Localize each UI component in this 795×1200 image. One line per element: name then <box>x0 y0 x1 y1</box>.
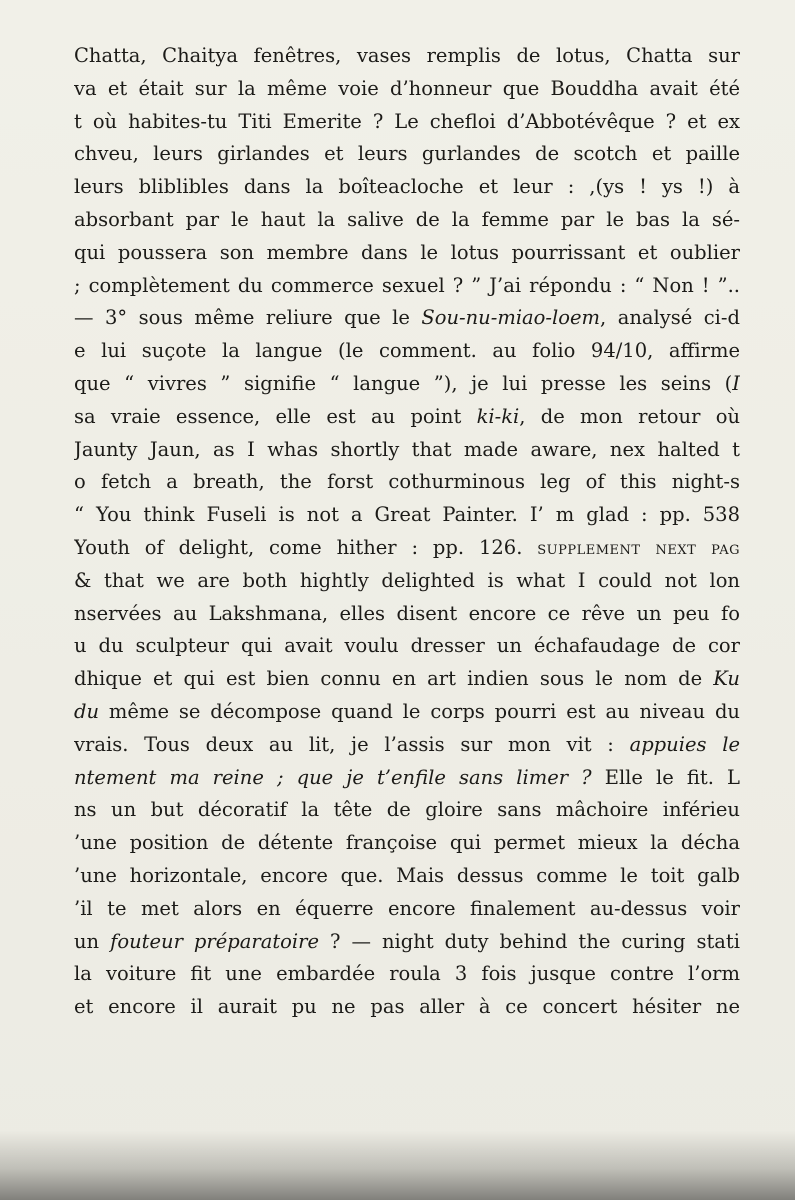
text-run: vrais. Tous deux au lit, je l’assis sur mon vit : <box>74 732 630 756</box>
text-line <box>74 434 740 467</box>
text-line <box>74 729 740 762</box>
text-run: qui poussera son membre dans le lotus pourrissant et oublier <box>74 240 740 264</box>
text-run: Elle le fit. L <box>591 765 740 789</box>
text-line <box>74 335 740 368</box>
page-bottom-shadow <box>0 1130 795 1200</box>
text-run: u du sculpteur qui avait voulu dresser un échafaudage de cor <box>74 634 740 658</box>
text-line <box>74 499 740 532</box>
small-caps-text: supplement next pag <box>537 537 740 559</box>
text-line <box>74 860 740 893</box>
text-run: dhique et qui est bien connu en art indien sous le nom de <box>74 667 714 691</box>
text-run: même se décompose quand le corps pourri est au niveau du <box>99 699 740 723</box>
text-run: ns un but décoratif la tête de gloire sans mâchoire inférieu <box>74 798 740 822</box>
text-run: et encore il aurait pu ne pas aller à ce concert hésiter ne <box>74 995 740 1019</box>
text-line <box>74 663 740 696</box>
text-run: ’il te met alors en équerre encore finalement au-dessus voir <box>74 896 740 920</box>
text-line <box>74 368 740 401</box>
text-line <box>74 106 740 139</box>
text-line <box>74 302 740 335</box>
text-run: sa vraie essence, elle est au point <box>74 404 477 428</box>
text-line <box>74 40 740 73</box>
text-run: ; complètement du commerce sexuel ? ” J’ai répondu : “ Non ! ”.. <box>74 273 740 297</box>
text-line <box>74 401 740 434</box>
italic-text: ki-ki <box>476 404 520 428</box>
italic-text: Ku <box>713 667 740 691</box>
text-line <box>74 270 740 303</box>
text-run: ’une horizontale, encore que. Mais dessus comme le toit galb <box>74 863 740 887</box>
text-run: e lui suçote la langue (le comment. au folio 94/10, affirme <box>74 339 740 363</box>
text-line <box>74 762 740 795</box>
text-run: — 3° sous même reliure que le <box>74 306 422 330</box>
text-run: o fetch a breath, the forst cothurminous leg of this night-s <box>74 470 740 494</box>
text-run: ? — night duty behind the curing stati <box>319 929 740 953</box>
text-line <box>74 138 740 171</box>
text-run: leurs bliblibles dans la boîteacloche et leur : ,(ys ! ys !) à <box>74 175 740 199</box>
text-run: ’une position de détente françoise qui permet mieux la décha <box>74 831 740 855</box>
text-run: va et était sur la même voie d’honneur que Bouddha avait été <box>74 76 740 100</box>
text-run: absorbant par le haut la salive de la femme par le bas la sé- <box>74 207 740 231</box>
text-run: Youth of delight, come hither : pp. 126. <box>74 535 538 559</box>
text-line <box>74 598 740 631</box>
text-line <box>74 565 740 598</box>
text-run: “ You think Fuseli is not a Great Painter. I’ m glad : pp. 538 <box>74 503 740 527</box>
text-line <box>74 466 740 499</box>
text-line <box>74 991 740 1024</box>
text-line <box>74 958 740 991</box>
text-run: nservées au Lakshmana, elles disent encore ce rêve un peu fo <box>74 601 740 625</box>
text-line <box>74 827 740 860</box>
italic-text: Sou-nu-miao-loem <box>421 306 601 330</box>
text-line <box>74 696 740 729</box>
text-line <box>74 794 740 827</box>
text-run: t où habites-tu Titi Emerite ? Le chefloi d’Abbotévêque ? et ex <box>74 109 740 133</box>
italic-text: fouteur préparatoire <box>110 929 319 953</box>
italic-text: I <box>732 371 740 395</box>
text-line <box>74 73 740 106</box>
text-run: , de mon retour où <box>519 404 740 428</box>
text-run: que “ vivres ” signifie “ langue ”), je lui presse les seins ( <box>74 371 733 395</box>
text-line <box>74 171 740 204</box>
text-line <box>74 532 740 565</box>
italic-text: appuies le <box>629 732 740 756</box>
text-run: Chatta, Chaitya fenêtres, vases remplis de lotus, Chatta sur <box>74 44 740 67</box>
text-run: la voiture fit une embardée roula 3 fois jusque contre l’orm <box>74 962 740 986</box>
text-run: , analysé ci-d <box>600 306 740 330</box>
text-line <box>74 893 740 926</box>
text-line <box>74 630 740 663</box>
text-line <box>74 204 740 237</box>
italic-text: ntement ma reine ; que je t’enfile sans limer ? <box>74 765 592 789</box>
text-run: Jaunty Jaun, as I whas shortly that made aware, nex halted t <box>74 437 740 461</box>
text-run: un <box>74 929 111 953</box>
text-line <box>74 237 740 270</box>
text-run: & that we are both hightly delighted is what I could not lon <box>74 568 740 592</box>
body-text <box>74 40 740 1024</box>
text-run: chveu, leurs girlandes et leurs gurlandes de scotch et paille <box>74 142 740 166</box>
text-line <box>74 926 740 959</box>
italic-text: du <box>74 699 100 723</box>
